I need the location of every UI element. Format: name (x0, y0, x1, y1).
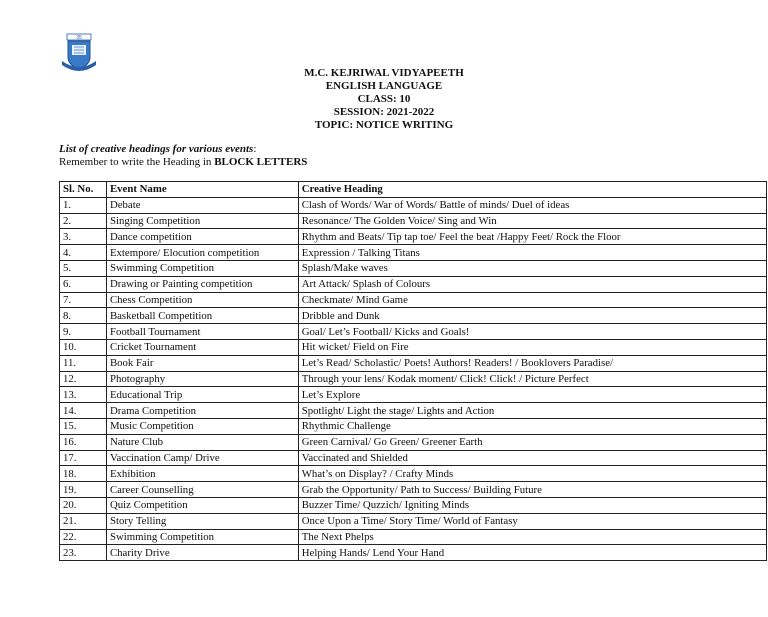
cell-event-name: Vaccination Camp/ Drive (106, 450, 298, 466)
table-row (60, 545, 767, 561)
cell-sl-no: 17. (60, 450, 107, 466)
table-row (60, 229, 767, 245)
cell-creative-heading: Let’s Explore (298, 387, 766, 403)
table-header-row (60, 182, 767, 198)
cell-event-name: Drama Competition (106, 403, 298, 419)
intro-line-1-colon: : (253, 143, 257, 155)
cell-event-name: Chess Competition (106, 292, 298, 308)
cell-creative-heading: Expression / Talking Titans (298, 245, 766, 261)
cell-sl-no: 2. (60, 213, 107, 229)
table-row (60, 292, 767, 308)
cell-creative-heading: Checkmate/ Mind Game (298, 292, 766, 308)
cell-creative-heading: Art Attack/ Splash of Colours (298, 276, 766, 292)
cell-sl-no: 4. (60, 245, 107, 261)
cell-creative-heading: Resonance/ The Golden Voice/ Sing and Win (298, 213, 766, 229)
column-header-sl-no: Sl. No. (60, 182, 107, 198)
cell-sl-no: 23. (60, 545, 107, 561)
table-row (60, 245, 767, 261)
document-header (0, 67, 768, 132)
cell-sl-no: 15. (60, 418, 107, 434)
cell-sl-no: 6. (60, 276, 107, 292)
table-row (60, 529, 767, 545)
table-row (60, 403, 767, 419)
table-row (60, 197, 767, 213)
cell-creative-heading: Splash/Make waves (298, 260, 766, 276)
cell-sl-no: 16. (60, 434, 107, 450)
cell-event-name: Extempore/ Elocution competition (106, 245, 298, 261)
cell-sl-no: 7. (60, 292, 107, 308)
table-row (60, 418, 767, 434)
cell-event-name: Cricket Tournament (106, 339, 298, 355)
table-row (60, 466, 767, 482)
cell-event-name: Photography (106, 371, 298, 387)
cell-event-name: Nature Club (106, 434, 298, 450)
cell-creative-heading: Rhythmic Challenge (298, 418, 766, 434)
cell-sl-no: 11. (60, 355, 107, 371)
column-header-event-name: Event Name (106, 182, 298, 198)
cell-event-name: Story Telling (106, 513, 298, 529)
class-label: CLASS: 10 (357, 93, 411, 105)
cell-event-name: Swimming Competition (106, 529, 298, 545)
cell-creative-heading: Once Upon a Time/ Story Time/ World of Fantasy (298, 513, 766, 529)
table-row (60, 276, 767, 292)
intro-line-2 (59, 156, 307, 169)
cell-creative-heading: Rhythm and Beats/ Tip tap toe/ Feel the beat /Happy Feet/ Rock the Floor (298, 229, 766, 245)
table-row (60, 339, 767, 355)
cell-creative-heading: Helping Hands/ Lend Your Hand (298, 545, 766, 561)
cell-sl-no: 9. (60, 324, 107, 340)
cell-sl-no: 20. (60, 497, 107, 513)
cell-event-name: Singing Competition (106, 213, 298, 229)
table-row (60, 355, 767, 371)
cell-creative-heading: Hit wicket/ Field on Fire (298, 339, 766, 355)
subject-name: ENGLISH LANGUAGE (325, 80, 443, 92)
table-row (60, 434, 767, 450)
cell-sl-no: 1. (60, 197, 107, 213)
cell-sl-no: 8. (60, 308, 107, 324)
cell-creative-heading: Through your lens/ Kodak moment/ Click! Click! / Picture Perfect (298, 371, 766, 387)
cell-creative-heading: Green Carnival/ Go Green/ Greener Earth (298, 434, 766, 450)
cell-sl-no: 21. (60, 513, 107, 529)
session-label: SESSION: 2021-2022 (333, 106, 435, 118)
cell-sl-no: 3. (60, 229, 107, 245)
cell-creative-heading: Goal/ Let’s Football/ Kicks and Goals! (298, 324, 766, 340)
cell-sl-no: 22. (60, 529, 107, 545)
table-row (60, 497, 767, 513)
cell-creative-heading: Vaccinated and Shielded (298, 450, 766, 466)
school-name: M.C. KEJRIWAL VIDYAPEETH (304, 67, 464, 79)
logo-number: 35 (76, 35, 82, 41)
headings-table (59, 181, 767, 561)
cell-creative-heading: Buzzer Time/ Quzzich/ Igniting Minds (298, 497, 766, 513)
cell-event-name: Dance competition (106, 229, 298, 245)
cell-sl-no: 5. (60, 260, 107, 276)
cell-sl-no: 12. (60, 371, 107, 387)
cell-event-name: Exhibition (106, 466, 298, 482)
cell-creative-heading: Grab the Opportunity/ Path to Success/ Building Future (298, 482, 766, 498)
cell-sl-no: 10. (60, 339, 107, 355)
intro-text (59, 143, 307, 169)
cell-event-name: Charity Drive (106, 545, 298, 561)
table-row (60, 371, 767, 387)
table-row (60, 513, 767, 529)
cell-event-name: Drawing or Painting competition (106, 276, 298, 292)
cell-creative-heading: Let’s Read/ Scholastic/ Poets! Authors! Readers! / Booklovers Paradise/ (298, 355, 766, 371)
cell-event-name: Music Competition (106, 418, 298, 434)
intro-line-1-text: List of creative headings for various events (59, 143, 254, 155)
table-row (60, 387, 767, 403)
table-row (60, 482, 767, 498)
table-body (60, 197, 767, 560)
table-row (60, 260, 767, 276)
topic-label: TOPIC: NOTICE WRITING (314, 119, 454, 131)
intro-line-1 (59, 143, 307, 156)
intro-line-2-bold: BLOCK LETTERS (214, 156, 308, 168)
cell-event-name: Swimming Competition (106, 260, 298, 276)
cell-event-name: Career Counselling (106, 482, 298, 498)
intro-line-2-text: Remember to write the Heading in (59, 156, 215, 168)
cell-event-name: Educational Trip (106, 387, 298, 403)
cell-sl-no: 18. (60, 466, 107, 482)
table-row (60, 213, 767, 229)
cell-creative-heading: Dribble and Dunk (298, 308, 766, 324)
cell-event-name: Football Tournament (106, 324, 298, 340)
column-header-creative-heading: Creative Heading (298, 182, 766, 198)
cell-event-name: Book Fair (106, 355, 298, 371)
cell-sl-no: 19. (60, 482, 107, 498)
cell-creative-heading: Clash of Words/ War of Words/ Battle of minds/ Duel of ideas (298, 197, 766, 213)
cell-sl-no: 14. (60, 403, 107, 419)
table-row (60, 324, 767, 340)
cell-creative-heading: What’s on Display? / Crafty Minds (298, 466, 766, 482)
cell-sl-no: 13. (60, 387, 107, 403)
cell-event-name: Basketball Competition (106, 308, 298, 324)
cell-event-name: Debate (106, 197, 298, 213)
cell-event-name: Quiz Competition (106, 497, 298, 513)
cell-creative-heading: Spotlight/ Light the stage/ Lights and Action (298, 403, 766, 419)
table-row (60, 308, 767, 324)
table-row (60, 450, 767, 466)
cell-creative-heading: The Next Phelps (298, 529, 766, 545)
